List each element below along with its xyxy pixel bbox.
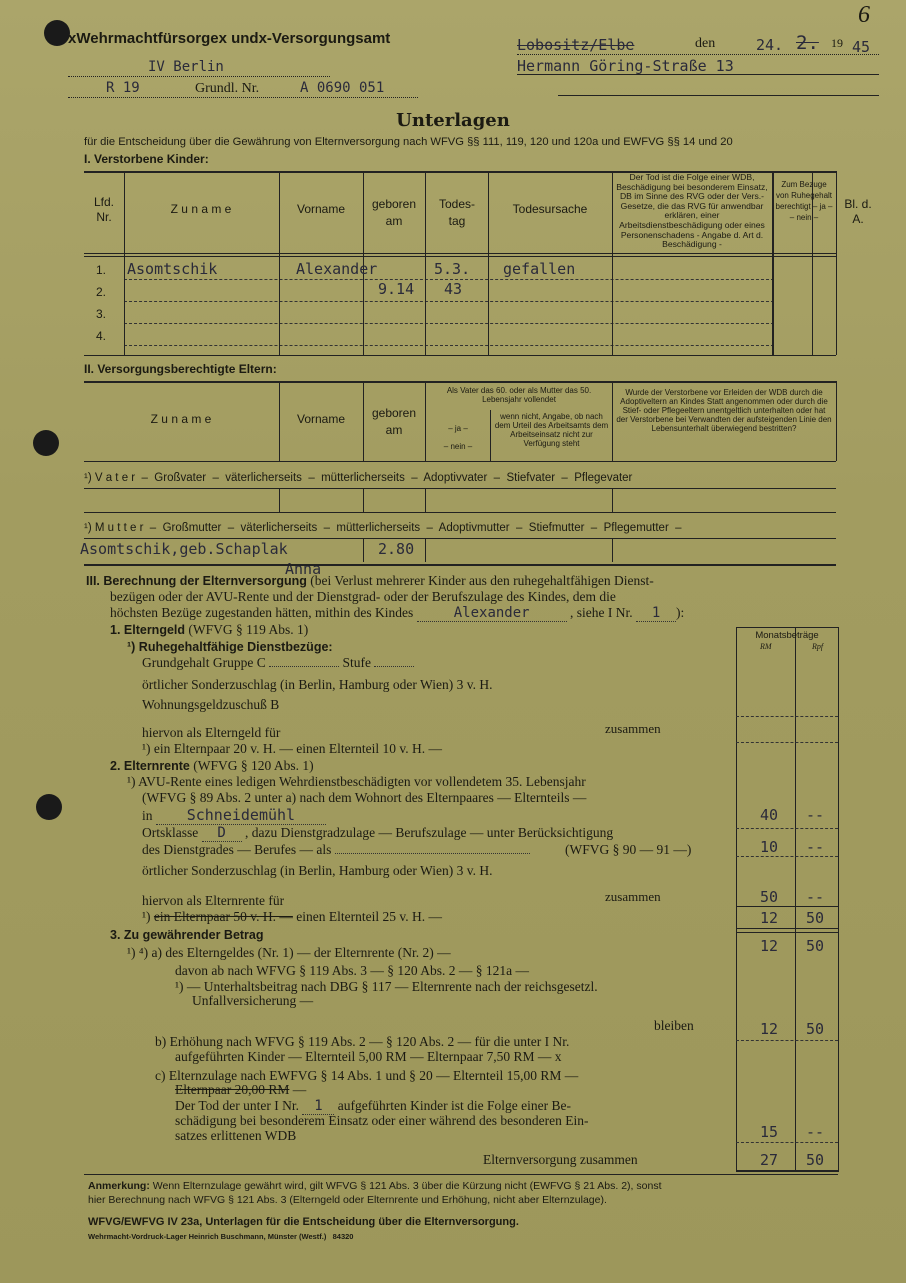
section3-siehe: , siehe I Nr.: [570, 605, 633, 620]
entry-geboren-1: 5.3.: [434, 260, 471, 278]
street: Hermann Göring-Straße 13: [517, 57, 734, 75]
amount-10-rpf: --: [806, 838, 825, 856]
section3-siehe-nr: 1: [636, 605, 676, 622]
col-tod-folge: Der Tod ist die Folge einer WDB, Beschädigung bei besonderem Einsatz, DB im Sinne des RVG oder der Vers.-Gesetze, die das RVG für anwendbar erklären, einer Arbeitsdienstbeschädigung oder eines Personenschadens - Angabe d. Art d. Beschädigung -: [616, 172, 768, 250]
amount-10: 10: [760, 838, 779, 856]
p3-title: 3. Zu gewährender Betrag: [110, 928, 264, 942]
row-num-2: 2.: [96, 285, 107, 299]
p1-title: 1. Elterngeld (WFVG § 119 Abs. 1): [110, 622, 309, 637]
col-bl: Bl. d. A.: [844, 197, 872, 226]
grundl-label: Grundl. Nr.: [195, 81, 260, 96]
office-sub: IV Berlin: [148, 59, 224, 75]
amount-a-rpf: 50: [806, 937, 825, 955]
page-mark: 6: [858, 2, 870, 28]
amount-50: 50: [760, 888, 779, 906]
p2-title: 2. Elternrente (WFVG § 120 Abs. 1): [110, 758, 314, 773]
total-label: Elternversorgung zusammen: [483, 1152, 638, 1167]
p3-c2: Elternpaar 20,00 RM —: [175, 1082, 307, 1097]
p1-ortl: örtlicher Sonderzuschlag (in Berlin, Hamburg oder Wien) 3 v. H.: [142, 677, 493, 692]
p2-in: in Schneidemühl: [142, 806, 326, 825]
entry-geboren-2: 9.14: [378, 280, 415, 298]
form-name: WFVG/EWFVG IV 23a, Unterlagen für die Entscheidung über die Elternversorgung.: [88, 1216, 519, 1228]
amount-total-rpf: 50: [806, 1151, 825, 1169]
entry-ursache: gefallen: [503, 260, 576, 278]
title-sub: für die Entscheidung über die Gewährung von Elternversorgung nach WFVG §§ 111, 119, 120 und 120a und EWFVG §§ 14 und 20: [84, 136, 733, 148]
rpf-label: Rpf: [812, 642, 824, 651]
punch-hole-middle: [33, 430, 59, 456]
p3-b2: aufgeführten Kinder — Elternteil 5,00 RM — Elternpaar 7,50 RM — x: [175, 1049, 562, 1064]
p2-b: (WFVG § 89 Abs. 2 unter a) nach dem Wohnort des Elternpaares — Elternteils —: [142, 790, 587, 805]
section3-line2: bezügen oder der AVU-Rente und der Dienstgrad- oder der Berufszulage des Kindes, dem die: [110, 589, 616, 604]
date-year-prefix: 19: [831, 36, 843, 50]
p3-davon: davon ab nach WFVG § 119 Abs. 3 — § 120 Abs. 2 — § 121a —: [175, 963, 529, 978]
punch-hole-lower: [36, 794, 62, 820]
entry-zuname: Asomtschik: [127, 260, 218, 278]
p3-c1: c) Elternzulage nach EWFVG § 14 Abs. 1 und § 20 — Elternteil 15,00 RM —: [155, 1068, 579, 1083]
date-day: 24.: [756, 36, 784, 54]
p3-bleiben: bleiben: [654, 1018, 694, 1033]
amount-total: 27: [760, 1151, 779, 1169]
p2-a: ¹) AVU-Rente eines ledigen Wehrdienstbeschädigten vor vollendetem 35. Lebensjahr: [127, 774, 586, 789]
entry-vorname: Alexander: [296, 260, 378, 278]
section3-kind-name: Alexander: [417, 605, 567, 622]
p3-b1: b) Erhöhung nach WFVG § 119 Abs. 2 — § 120 Abs. 2 — für die unter I Nr.: [155, 1034, 570, 1049]
p3-c4: schädigung bei besonderem Einsatz oder einer während des besonderen Ein-: [175, 1113, 589, 1128]
s2-col-vater60: Als Vater das 60. oder als Mutter das 50. Lebensjahr vollendet: [446, 386, 592, 404]
p1-wohn: Wohnungsgeldzuschuß B: [142, 697, 280, 712]
p3-unter: ¹) — Unterhaltsbeitrag nach DBG § 117 — Elternrente nach der reichsgesetzl.: [175, 979, 598, 994]
amount-bleiben-rpf: 50: [806, 1020, 825, 1038]
s2-col-zuname: Z u n a m e: [150, 412, 212, 426]
date-month: 2.: [796, 32, 819, 54]
punch-hole-top: [44, 20, 70, 46]
p3-c3: Der Tod der unter I Nr. 1 aufgeführten Kinder ist die Folge einer Be-: [175, 1098, 571, 1114]
grundl-value: A 0690 051: [300, 80, 385, 96]
amount-40: 40: [760, 806, 779, 824]
p2-hier: hiervon als Elternrente für: [142, 893, 285, 908]
mutter-name: Asomtschik,geb.Schaplak: [80, 540, 288, 558]
p2-wfvg: (WFVG § 90 — 91 —): [565, 842, 692, 857]
section3-heading-bold: III. Berechnung der Elternversorgung: [86, 574, 307, 588]
col-lfd: Lfd. Nr.: [93, 195, 114, 224]
row-num-4: 4.: [96, 329, 107, 343]
place: Lobositz/Elbe: [517, 36, 635, 54]
office-name: xWehrmachtfürsorgex undx-Versorgungsamt: [68, 30, 391, 47]
p2-ortsklasse: Ortsklasse D , dazu Dienstgradzulage — Berufszulage — unter Berücksichtigung: [142, 825, 614, 841]
vater-line: ¹) V a t e r – Großvater – väterlicherseits – mütterlicherseits – Adoptivvater – Stiefvater – Pflegevater: [84, 472, 633, 484]
ref-prefix: R 19: [106, 80, 140, 96]
p2-des: des Dienstgrades — Berufes — als: [142, 842, 530, 858]
row-num-3: 3.: [96, 307, 107, 321]
amount-12: 12: [760, 909, 779, 927]
col-bezuge: Zum Bezuge von Ruhegehalt berechtigt – ja – – nein –: [775, 180, 833, 222]
monats-header: Monatsbeträge: [755, 630, 819, 641]
rm-label: RM: [760, 642, 772, 651]
amount-15-rpf: --: [806, 1123, 825, 1141]
col-todestag: Todes- tag: [438, 197, 476, 228]
p1-paar: ¹) ein Elternpaar 20 v. H. — einen Elternteil 10 v. H. —: [142, 741, 442, 756]
section3-line3: höchsten Bezüge zugestanden hätten, mithin des Kindes Alexander , siehe I Nr. 1 ):: [110, 605, 685, 621]
section3-heading-rest: (bei Verlust mehrerer Kinder aus den ruhegehaltfähigen Dienst-: [310, 573, 654, 588]
entry-todestag: 43: [444, 280, 463, 298]
p2-paar: ¹) ein Elternpaar 50 v. H. — einen Elternteil 25 v. H. —: [142, 909, 442, 924]
s2-col-nein: – nein –: [443, 442, 473, 451]
section3-heading: [86, 573, 654, 589]
den-label: den: [695, 36, 716, 51]
amount-a: 12: [760, 937, 779, 955]
col-zuname: Z u n a m e: [170, 202, 232, 216]
s2-col-vorname: Vorname: [296, 412, 346, 426]
section1-heading: I. Verstorbene Kinder:: [84, 152, 209, 166]
row-num-1: 1.: [96, 263, 107, 277]
section3-line3-text: höchsten Bezüge zugestanden hätten, mithin des Kindes: [110, 605, 414, 620]
p3-unfall: Unfallversicherung —: [192, 993, 314, 1008]
col-ursache: Todesursache: [512, 202, 588, 216]
anmerkung-line1: Anmerkung: Wenn Elternzulage gewährt wird, gilt WFVG § 121 Abs. 3 über die Kürzung nicht (EWFVG § 21 Abs. 2), sonst: [88, 1180, 662, 1192]
printer-line: Wehrmacht-Vordruck-Lager Heinrich Buschmann, Münster (Westf.) 84320: [88, 1232, 354, 1241]
s2-col-wurde: Wurde der Verstorbene vor Erleiden der WDB durch die Adoptiveltern an Kindes Statt angenommen oder durch die Stief- oder Pflegeeltern unentgeltlich unterhalten oder hat der Verstorbene bei Verwandten der aufsteigenden Linie den Lebensunterhalt überwiegend bestritten?: [616, 388, 832, 433]
mutter-geboren: 2.80: [378, 540, 415, 558]
mutter-line: ¹) M u t t e r – Großmutter – väterlicherseits – mütterlicherseits – Adoptivmutter – Stiefmutter – Pflegemutter –: [84, 522, 682, 534]
p2-ortl: örtlicher Sonderzuschlag (in Berlin, Hamburg oder Wien) 3 v. H.: [142, 863, 493, 878]
s2-col-wenn: wenn nicht, Angabe, ob nach dem Urteil des Arbeitsamts dem Arbeitseinsatz nicht zur Verfügung steht: [494, 412, 609, 448]
p1-grund: Grundgehalt Gruppe C Stufe: [142, 655, 414, 671]
p1-zus: zusammen: [605, 721, 661, 736]
p2-zus: zusammen: [605, 889, 661, 904]
mutter-vorname: Anna: [285, 560, 322, 578]
amount-40-rpf: --: [806, 806, 825, 824]
amount-15: 15: [760, 1123, 779, 1141]
amount-12-rpf: 50: [806, 909, 825, 927]
title-main: Unterlagen: [396, 110, 510, 131]
col-vorname: Vorname: [296, 202, 346, 216]
s2-col-geboren: geboren am: [371, 406, 417, 437]
p1-hier: hiervon als Elterngeld für: [142, 725, 281, 740]
amount-50-rpf: --: [806, 888, 825, 906]
section2-heading: II. Versorgungsberechtigte Eltern:: [84, 362, 277, 376]
p3-a: ¹) ⁴) a) des Elterngeldes (Nr. 1) — der Elternrente (Nr. 2) —: [127, 945, 451, 960]
s2-col-ja: – ja –: [448, 424, 468, 433]
amount-bleiben: 12: [760, 1020, 779, 1038]
p3-c5: satzes erlittenen WDB: [175, 1128, 297, 1143]
col-geboren: geboren am: [371, 197, 417, 228]
p1-a: ¹) Ruhegehaltfähige Dienstbezüge:: [127, 640, 333, 654]
date-year: 45: [852, 38, 871, 56]
anmerkung-line2: hier Berechnung nach WFVG § 121 Abs. 3 (Elterngeld oder Elternrente und Erhöhung, nicht aber Elternzulage).: [88, 1194, 607, 1206]
